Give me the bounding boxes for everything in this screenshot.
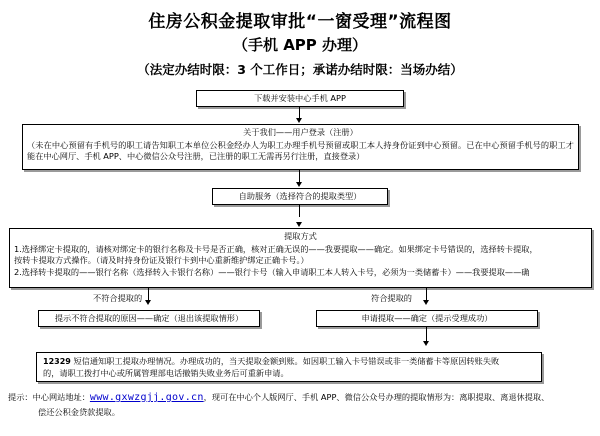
node-download-app-label: 下载并安装中心手机 APP	[254, 93, 346, 103]
footer-note-line1	[8, 390, 596, 405]
footer-note-suffix: ，现可在中心个人版网厅、手机 APP、微信公众号办理的提取情形为：离职提取、离退休提取、	[203, 392, 550, 402]
node-self-service-label: 自助服务（选择符合的提取类型）	[238, 191, 362, 201]
node-about-us-body: （未在中心预留有手机号的职工请告知职工本单位公积金经办人为职工办理手机号预留或职工本人持身份证到中心预留。已在中心预留手机号的职工才能在中心网厅、手机 APP、中心微信公众号注册，已注册的职工无需再另行注册，直接登录）	[27, 139, 574, 161]
branch-label-reject: 不符合提取的	[93, 293, 143, 303]
branch-label-approve: 符合提取的	[371, 293, 412, 303]
arrowhead-approve-to-sms	[423, 341, 429, 346]
node-sms-line2: 的，请职工拨打中心或所属管理部电话撤销失败业务后可重新申请。	[43, 367, 289, 378]
sms-service-number: 12329	[43, 357, 71, 366]
connector-aboutus-to-selfservice	[299, 170, 300, 182]
connector-approve-to-sms	[426, 327, 427, 342]
arrowhead-download-to-aboutus	[296, 118, 302, 123]
arrowhead-method-to-reject	[145, 300, 151, 305]
node-withdrawal-method-line3: 2.选择转卡提取的——银行名称（选择转入卡银行名称）——银行卡号（输入申请职工本人转入卡号，必须为一类储蓄卡）——我要提取——确	[14, 266, 530, 277]
arrowhead-method-to-approve	[423, 300, 429, 305]
node-apply-withdrawal	[316, 310, 538, 327]
document-title-block	[0, 10, 600, 81]
node-reject-reason-label: 提示不符合提取的原因——确定（退出该提取情形）	[54, 313, 244, 323]
node-sms-line1	[43, 356, 535, 368]
node-withdrawal-method	[9, 228, 592, 288]
footer-note-prefix: 提示：中心网站地址：	[8, 392, 90, 402]
page-time-limit-note: （法定办结时限：3 个工作日；承诺办结时限：当场办结）	[137, 62, 463, 77]
node-self-service	[212, 188, 388, 205]
node-withdrawal-method-line2: 按转卡提取方式操作。（请及时持身份证及银行卡到中心重新维护绑定正确卡号。）	[14, 255, 309, 265]
arrowhead-selfservice-to-method	[296, 222, 302, 227]
node-withdrawal-method-header: 提取方式	[284, 231, 317, 241]
node-download-app	[196, 90, 404, 107]
arrowhead-aboutus-to-selfservice	[296, 182, 302, 187]
node-reject-reason	[38, 310, 260, 327]
page-title: 住房公积金提取审批“一窗受理”流程图	[148, 12, 452, 32]
footer-note-line2: 偿还公积金贷款提取。	[38, 407, 120, 417]
footer-note	[8, 390, 596, 420]
center-website-link[interactable]: www.gxwzgjj.gov.cn	[89, 392, 204, 403]
node-about-us-login	[22, 124, 579, 170]
node-about-us-header: 关于我们——用户登录（注册）	[243, 127, 358, 137]
node-sms-notification	[36, 352, 542, 382]
connector-selfservice-to-method	[299, 205, 300, 217]
page-subtitle: （手机 APP 办理）	[232, 36, 368, 54]
node-withdrawal-method-line1: 1.选择绑定卡提取的，请核对绑定卡的银行名称及卡号是否正确，核对正确无误的——我要提取——确定。如果绑定卡号错误的，选择转卡提取，	[14, 243, 538, 254]
node-apply-withdrawal-label: 申请提取——确定（提示受理成功）	[361, 313, 493, 323]
node-sms-line1-text: 短信通知职工提取办理情况。办理成功的，当天提取金额到账。如因职工输入卡号错误或非一类储蓄卡等原因转账失败	[73, 356, 500, 366]
